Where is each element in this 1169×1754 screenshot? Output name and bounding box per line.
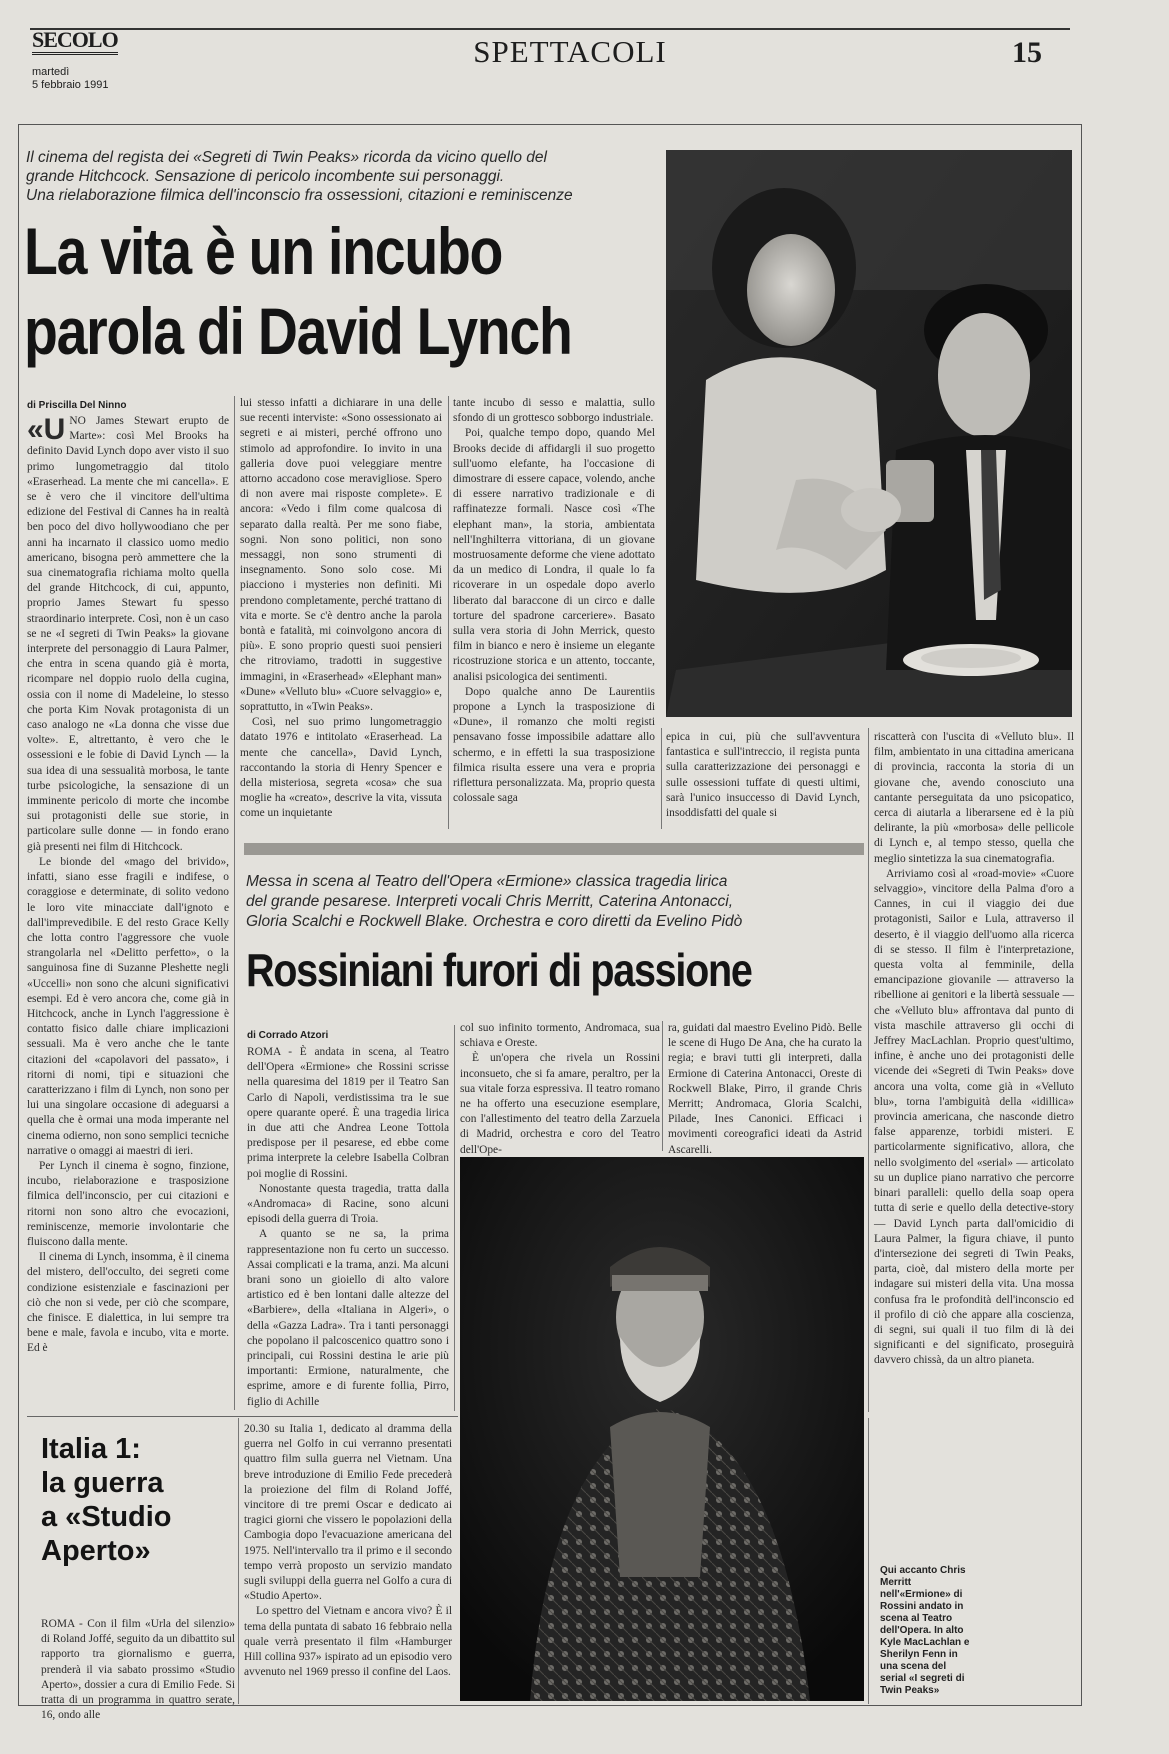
italia1-col2-para-2: Lo spettro del Vietnam e ancora vivo? È il tema della puntata di sabato 16 febbraio nella quale verrà presentato il film «Hamburger Hill collina 937» ispirato ad un episodio vero avvenuto nel 1969 presso il confine del Laos. xyxy=(244,1605,452,1679)
twin-peaks-photo-art xyxy=(666,150,1072,717)
rossini-col1-para-1: ROMA - È andata in scena, al Teatro dell'Opera «Ermione» che Rossini scrisse nella quaresima del 1819 per il Teatro San Carlo di Napoli, verdistissima tra le sue opere quarante operé. È una tragedia lirica in due atti che Andrea Leone Tottola predispose per il pesarese, ed ebbe come prima interprete la celebre Isabella Colbran poi moglie di Rossini. xyxy=(247,1046,449,1180)
column-rule xyxy=(868,1418,869,1704)
lynch-col5-para-2: Arriviamo così al «road-movie» «Cuore selvaggio», vincitore della Palma d'oro a Cannes, in cui il viaggio dei due protagonisti, Sailor e Lula, attraverso il deserto, è il viaggio dell'uomo alla ricerca di se stesso. Il film è l'interpretazione, questa volta al femminile, della emancipazione giovanile — attraverso la ribellione ai genitori e la libertà sessuale — che «Velluto blu» affrontava dal punto di vista maschile attraverso gli occhi di Jeffrey MacLachlan. Proprio quest'ultimo, infine, è anche uno dei protagonisti delle vicende dei «Segreti di Twin Peaks» dove ancora una volta, come già in «Velluto blu», torna l'ambiguità della «idillica» provincia americana, che nasconde dietro false apparenze, torbidi misteri. E particolarmente significativo, allora, che nello svolgimento del «serial» — articolato su un duplice piano narrativo che percorre binari paralleli: quello della soap opera tutta di serie e quello della detective-story — David Lynch parta dall'omicidio di Laura Palmer, la figura chiave, il punto d'intersezione dei segreti di Twin Peaks, parta, cioè, dal mistero della morte per indagare sui misteri della vita. Una mossa confusa fra le profondità dell'inconscio ed il profilo di ciò che appare alla coscienza, di segni, sui quali il tuo film di là dei significanti e del significato, proseguirà davvero chissà, da un altro pianeta. xyxy=(874,867,1074,1367)
page-number: 15 xyxy=(1012,36,1042,69)
rossini-col3-para-1: ra, guidati dal maestro Evelino Pidò. Belle le scene di Hugo De Ana, che ha curato la regia; e bravi tutti gli interpreti, dalla Ermione di Caterina Antonacci, Oreste di Rockwell Blake, Pirro, il grande Chris Merritt; Andromaca, Gloria Scalchi, Pilade, Ines Canonici. Efficaci i movimenti coreografici ideati da Astrid Ascarelli. xyxy=(668,1022,862,1156)
lynch-col3-para-2: Poi, qualche tempo dopo, quando Mel Brooks decide di affidargli il suo progetto sull'uomo elefante, ha l'occasione di dimostrare di essere capace, volendo, anche di essere narrativo tradizionale e di raffinatezze formali. Nasce così «The elephant man», la storia, ambientata nell'Inghilterra vittoriana, di un giovane mostruosamente deforme che viene adottato da un medico di Londra, il quale lo fa ricoverare in un ospedale dopo averlo liberato dal baraccone di un circo e dalle torture del spadrone carceriere». Basato sulla vera storia di John Merrick, questo film in bianco e nero è insieme un elegante ricostruzione storica e un attento, toccante, analisi psicologica dei sentimenti. xyxy=(453,427,655,683)
lynch-column-2 xyxy=(240,396,442,829)
lynch-col1-para-3: Per Lynch il cinema è sogno, finzione, incubo, rielaborazione e trasposizione filmica dell'inconscio, per cui citazioni e ritorni non sono altro che evocazioni, reminiscenze, memorie involontarie che fluiscono dalla mente. xyxy=(27,1159,229,1248)
italia1-col2-para-1: 20.30 su Italia 1, dedicato al dramma della guerra nel Golfo in cui verranno presentati quattro film sulla guerra nel Vietnam. Una breve introduzione di Emilio Fede precederà la proiezione del film di Roland Joffé, vincitore di tre premi Oscar e dedicato ai tragici giorni che vissero le popolazioni della Cambogia dopo l'evacuazione americana del 1975. Nell'intervallo tra il primo e il secondo tempo verrà proposto un servizio mandato sugli sviluppi della guerra nel Golfo a cura di «Studio Aperto». xyxy=(244,1423,452,1603)
lynch-col3-para-1: tante incubo di sesso e malattia, sullo sfondo di un grottesco sobborgo industriale. xyxy=(453,397,655,425)
newspaper-masthead: SECOLO xyxy=(32,28,118,55)
rossini-column-1 xyxy=(247,1045,449,1411)
column-rule xyxy=(234,396,235,1410)
lynch-headline-line-2: parola di David Lynch xyxy=(24,294,572,368)
rossini-col1-para-2: Nonostante questa tragedia, tratta dalla «Andromaca» di Racine, sono alcuni episodi della guerra di Troia. xyxy=(247,1182,449,1226)
section-title: SPETTACOLI xyxy=(473,34,667,69)
column-rule xyxy=(238,1418,239,1704)
rossini-kicker-line-3: Gloria Scalchi e Rockwell Blake. Orchestra e coro diretti da Evelino Pidò xyxy=(246,913,743,930)
italia1-headline-line-1: Italia 1: xyxy=(41,1433,141,1465)
italia1-headline-line-4: Aperto» xyxy=(41,1535,151,1567)
italia1-column-1 xyxy=(41,1617,235,1722)
italia1-headline-line-2: la guerra xyxy=(41,1467,164,1499)
italia1-headline-line-3: a «Studio xyxy=(41,1501,172,1533)
lynch-kicker xyxy=(26,148,666,205)
lynch-kicker-line-3: Una rielaborazione filmica dell'inconscio fra ossessioni, citazioni e reminiscenze xyxy=(26,187,573,204)
italia1-headline xyxy=(41,1432,221,1568)
chris-merritt-photo-art xyxy=(460,1157,864,1701)
column-rule xyxy=(454,1025,455,1411)
lynch-col1-para-4: Il cinema di Lynch, insomma, è il cinema del mistero, dell'occulto, dei segreti come condizione esistenziale e fascinazioni per ciò che non si vede, per ciò che scompare, che finisce. E dialettica, in lui sempre tra bene e male, favola e incubo, vita e morte. Ed è xyxy=(27,1251,229,1355)
lynch-col2-para-2: Così, nel suo primo lungometraggio datato 1976 e intitolato «Eraserhead. La mente che cancella», David Lynch, raccontando la storia di Henry Spencer e della misteriosa, segreta «cosa» che sua moglie ha «creato», descrive la vita, vissuta come un inquietante xyxy=(240,716,442,820)
rossini-headline: Rossiniani furori di passione xyxy=(246,944,752,996)
rossini-col1-para-3: A quanto se ne sa, la prima rappresentazione non fu certo un successo. Assai complicati e la trama, anzi. Ma alcuni brani sono un gioiello di alto valore artistico ed è ben lontani dalle altezze del «Barbiere», della «Italiana in Algeri», o della «Gazza Ladra». Tra i tanti personaggi che popolano il palcoscenico quattro sono i principali, cui Rossini destina le arie più importanti: Ermione, naturalmente, che esprime, amore e di furente follia, Pirro, figlio di Achille xyxy=(247,1228,449,1408)
lynch-column-5 xyxy=(874,730,1074,1412)
lynch-byline: di Priscilla Del Ninno xyxy=(27,400,127,411)
rossini-column-2 xyxy=(460,1021,660,1156)
chris-merritt-photo xyxy=(460,1157,864,1701)
dateline xyxy=(32,66,152,92)
lynch-kicker-line-1: Il cinema del regista dei «Segreti di Twin Peaks» ricorda da vicino quello del xyxy=(26,149,547,166)
article-divider-band xyxy=(244,843,864,855)
column-rule xyxy=(662,1021,663,1151)
column-rule xyxy=(448,396,449,829)
twin-peaks-photo xyxy=(666,150,1072,717)
rossini-kicker-line-2: del grande pesarese. Interpreti vocali Chris Merritt, Caterina Antonacci, xyxy=(246,893,734,910)
italia1-column-2 xyxy=(244,1422,452,1702)
lynch-col5-para-1: riscatterà con l'uscita di «Velluto blu». Il film, ambientato in una cittadina americana di provincia, racconta la storia di un giovane che, avendo conosciuto una cantante perseguitata da uno psicopatico, cerca di aiutarla a liberarsene ed è la più delirante, la più «morbosa» delle pellicole di Lynch e, al tempo stesso, quella che meglio sintetizza la sua cinematografia. xyxy=(874,731,1074,865)
rossini-column-3 xyxy=(668,1021,862,1156)
lynch-column-3 xyxy=(453,396,655,829)
lynch-col1-para-2: Le bionde del «mago del brivido», infatti, siano esse fragili e indifese, o coraggiose e determinate, di solito vedono le loro vite minacciate dall'ignoto e dall'imprevedibile. E del resto Grace Kelly che lotta contro l'aggressore che vuole strangolarla nel «Delitto perfetto», o la sanguinosa fine di Suzanne Pleshette negli «Uccelli» non sono che alcuni significativi esempi. Ed è vero ancora che, come già in Hitchcock, anche in Lynch l'aggressione è contatto fisico dalle chiare implicazioni sessuali. Ma è vero anche che le tante citazioni del «capolavori del passato», i ritorni di nomi, tipi e situazioni che caratterizzano i film di Lynch, non sono per lui una singolare occasione di adeguarsi a quella che è ormai una moda imperante nel cinema odierno, non sono semplici tecniche narrative o omaggi ai maestri di ieri. xyxy=(27,855,229,1157)
rossini-col2-para-1: col suo infinito tormento, Andromaca, sua schiava e Oreste. xyxy=(460,1022,660,1050)
photo-caption: Qui accanto Chris Merritt nell'«Ermione» di Rossini andato in scena al Teatro dell'Opera. In alto Kyle MacLachlan e Sherilyn Fenn in una scena del serial «I segreti di Twin Peaks» xyxy=(880,1565,970,1696)
column-rule xyxy=(661,728,662,829)
dropcap: «U xyxy=(27,413,66,446)
lynch-col3-para-3: Dopo qualche anno De Laurentiis propone a Lynch la trasposizione di «Dune», il romanzo che molti registi pensavano fosse impossibile adattare allo schermo, e in effetti la sua trasposizione filmica risulta essere una vera e propria riflettura personalizzata. Ma, proprio questa colossale saga xyxy=(453,685,655,805)
dateline-date: 5 febbraio 1991 xyxy=(32,79,109,91)
dateline-day: martedì xyxy=(32,66,70,78)
rossini-kicker-line-1: Messa in scena al Teatro dell'Opera «Ermione» classica tragedia lirica xyxy=(246,873,728,890)
lynch-column-1 xyxy=(27,414,229,1408)
rossini-byline: di Corrado Atzori xyxy=(247,1030,329,1041)
lynch-headline-line-1: La vita è un incubo xyxy=(24,214,503,288)
column-rule xyxy=(868,728,869,1412)
lynch-col1-para-1-text: NO James Stewart erupto de Marte»: così Mel Brooks ha definito David Lynch dopo aver visto il suo primo lungometraggio dal titolo «Eraserhead. La mente che mi cancella». E se è vero che il vincitore dell'ultima edizione del Festival di Cannes ha in realtà ben poco del divo hollywoodiano che per anni ha incarnato il classico uomo medio americano, bisogna però ammettere che la sua cinematografia richiama molto quella del grande Hitchcock, di cui, appunto, proprio James Stewart fu spesso straordinario interprete. Così, non è un caso se ne «I segreti di Twin Peaks» la giovane interprete del personaggio di Laura Palmer, che entra in scena quando già è morta, ricompare nel doppio ruolo della cugina, ossia con il nome di Madeleine, lo stesso che porta Kim Novak protagonista di un caso analogo ne «La donna che visse due volte». E, altrettanto, è vero che le ossessioni e le fobie di David Lynch — la sua idea di una sessualità morbosa, le tante turbe psicologiche, la sensazione di un imminente pericolo di morte che incombe sui protagonisti delle sue storie, in particolare sulle donne — in fondo erano già presenti nei film di Hitchcock. xyxy=(27,415,229,853)
lynch-col2-para-1: lui stesso infatti a dichiarare in una delle sue recenti interviste: «Sono ossessionato ai segreti e ai misteri, perché offrono uno stimolo ad approfondire. Io invito in una galleria dove puoi veleggiare mentre attorno accadono cose meravigliose. Spero di non avere mai risposte complete». E ancora: «Vedo i film come qualcosa di separato dalla realtà. Per me sono fiabe, sogni. Non sono politici, non sono messaggi, non sono strumenti di insegnamento. Sono solo cose. Mi piacciono i mysteries non definiti. Mi prendono completamente, perché trattano di vita e morte. Se c'è dentro anche la parola bontà e fatalità, mi coinvolgono ancora di più». E sono proprio questi suoi pensieri che ritroviamo, tradotti in suggestive immagini, in «Eraserhead» «Elephant man» «Dune» «Velluto blu» «Cuore selvaggio» e, soprattutto, in «Twin Peaks». xyxy=(240,397,442,714)
lynch-col1-para-1 xyxy=(27,414,229,855)
rossini-kicker xyxy=(246,872,862,932)
lynch-kicker-line-2: grande Hitchcock. Sensazione di pericolo incombente sui personaggi. xyxy=(26,168,505,185)
lynch-column-4 xyxy=(666,730,860,830)
rossini-col2-para-2: È un'opera che rivela un Rossini inconsueto, che si fa amare, peraltro, per la sua vitale forza espressiva. Il teatro romano ne ha offerto una esecuzione esemplare, con l'allestimento del teatro della Zarzuela di Madrid, orchestra e coro del Teatro dell'Ope- xyxy=(460,1052,660,1156)
italia1-col1-para-1: ROMA - Con il film «Urla del silenzio» di Roland Joffé, seguito da un dibattito sul rapporto tra giornalismo e guerra, prenderà il via sabato prossimo «Studio Aperto», dossier a cura di Emilio Fede. Si tratta di un programma in quattro serate, 16, ondo alle xyxy=(41,1618,235,1722)
section-rule xyxy=(27,1416,458,1417)
lynch-col4-para-1: epica in cui, più che sull'avventura fantastica e sull'intreccio, il regista punta sulla caratterizzazione dei personaggi e sulle ossessioni tuffate di questi ultimi, sarà l'unico insuccesso di David Lynch, insoddisfatti del quale si xyxy=(666,731,860,820)
header-rule xyxy=(30,28,1070,30)
